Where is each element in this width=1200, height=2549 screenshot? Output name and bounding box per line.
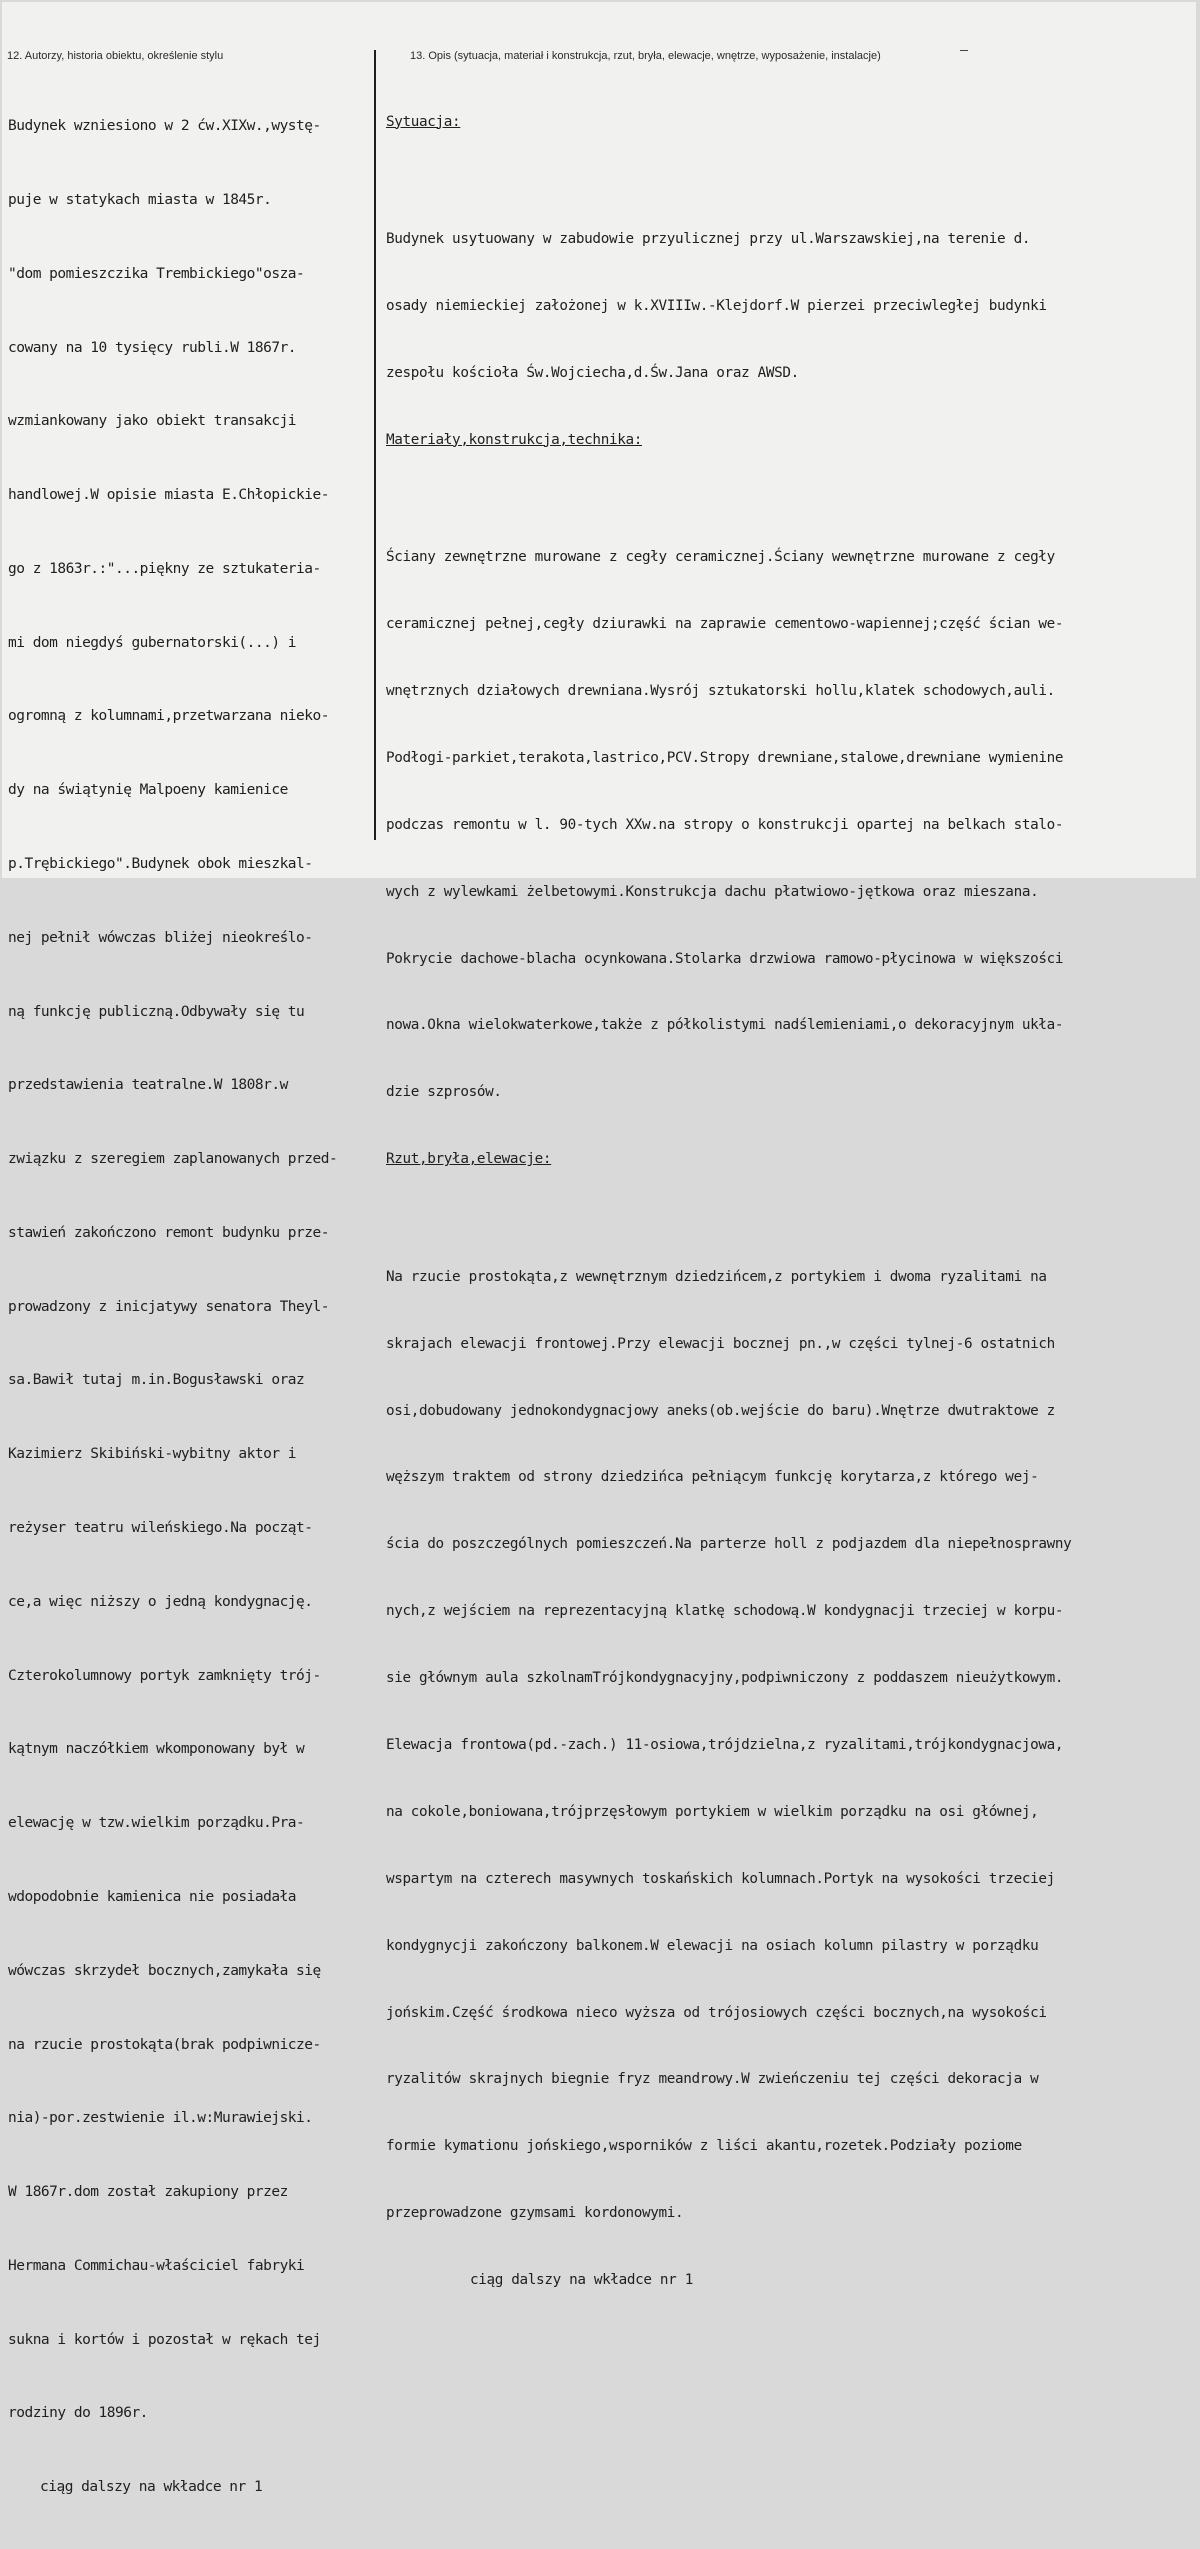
description-line: ścia do poszczególnych pomieszczeń.Na parterze holl z podjazdem dla niepełnosprawny [386,1536,1072,1553]
history-line: reżyser teatru wileńskiego.Na począt- [8,1520,313,1537]
description-line: nych,z wejściem na reprezentacyjną klatkę schodową.W kondygnacji trzeciej w korpu- [386,1603,1064,1620]
history-line: związku z szeregiem zaplanowanych przed- [8,1151,338,1168]
history-line: sa.Bawił tutaj m.in.Bogusławski oraz [8,1372,305,1389]
history-line: go z 1863r.:"...piękny ze sztukateria- [8,560,321,577]
history-line: dy na świątynię Malpoeny kamienice [8,782,288,799]
description-line: na cokole,boniowana,trójprzęsłowym portykiem w wielkim porządku na osi głównej, [386,1803,1039,1820]
history-line: wdopodobnie kamienica nie posiadała [8,1888,297,1905]
history-line: p.Trębickiego".Budynek obok mieszkal- [8,856,313,872]
description-line: sie głównym aula szkolnamTrójkondygnacyjny,podpiwniczony z poddaszem nieużytkowym. [386,1670,1064,1687]
history-line: mi dom niegdyś gubernatorski(...) i [8,634,297,651]
description-line: węższym traktem od strony dziedzińca pełniącym funkcję korytarza,z którego wej- [386,1469,1039,1486]
history-line: prowadzony z inicjatywy senatora Theyl- [8,1298,329,1315]
description-line: Pokrycie dachowe-blacha ocynkowana.Stolarka drzwiowa ramowo-płycinowa w większości [386,950,1064,967]
section-12-header: 12. Autorzy, historia obiektu, określenie stylu [7,50,224,62]
description-line: kondygnycji zakończony balkonem.W elewacji na osiach kolumn pilastry w porządku [386,1937,1039,1954]
description-line: formie kymationu jońskiego,wsporników z liści akantu,rozetek.Podziały poziome [386,2138,1022,2155]
section-13-header: 13. Opis (sytuacja, materiał i konstrukcja, rzut, bryła, elewacje, wnętrze, wyposażenie, instalacje) [410,50,881,62]
history-line: ogromną z kolumnami,przetwarzana nieko- [8,708,329,725]
history-line: handlowej.W opisie miasta E.Chłopickie- [8,487,329,504]
description-line: osi,dobudowany jednokondygnacjowy aneks(ob.wejście do baru).Wnętrze dwutraktowe z [386,1402,1055,1419]
description-line: podczas remontu w l. 90-tych XXw.na stropy o konstrukcji opartej na belkach stalo- [386,816,1064,833]
history-line: "dom pomieszczika Trembickiego"osza- [8,265,305,282]
history-line: nia)-por.zestwienie il.w:Murawiejski. [8,2110,313,2127]
history-line: W 1867r.dom został zakupiony przez [8,2184,288,2201]
description-continuation-note: ciąg dalszy na wkładce nr 1 [470,2272,693,2289]
description-line: wspartym na czterech masywnych toskańskich kolumnach.Portyk na wysokości trzeciej [386,1870,1055,1887]
description-line: Budynek usytuowany w zabudowie przyulicznej przy ul.Warszawskiej,na terenie d. [386,231,1031,248]
description-line: Ściany zewnętrzne murowane z cegły ceramicznej.Ściany wewnętrzne murowane z cegły [386,549,1055,566]
description-line: ceramicznej pełnej,cegły dziurawki na zaprawie cementowo-wapiennej;część ścian we- [386,616,1064,633]
history-continuation-note: ciąg dalszy na wkładce nr 1 [40,2479,263,2496]
description-line: Podłogi-parkiet,terakota,lastrico,PCV.Stropy drewniane,stalowe,drewniane wymienine [386,749,1064,766]
column-divider [374,50,376,840]
section-heading-plan-elevations: Rzut,bryła,elewacje: [386,1151,552,1168]
description-line: wnętrznych działowych drewniana.Wysrój sztukatorski hollu,klatek schodowych,auli. [386,683,1055,700]
history-line: rodziny do 1896r. [8,2405,148,2422]
section-heading-situation: Sytuacja: [386,113,461,130]
history-line: nej pełnił wówczas bliżej nieokreślo- [8,929,313,946]
description-line: jońskim.Część środkowa nieco wyższa od trójosiowych części bocznych,na wysokości [386,2004,1047,2021]
section-heading-materials: Materiały,konstrukcja,technika: [386,431,642,448]
description-line: Elewacja frontowa(pd.-zach.) 11-osiowa,trójdzielna,z ryzalitami,trójkondygnacjowa, [386,1736,1064,1753]
history-line: Hermana Commichau-właściciel fabryki [8,2257,305,2274]
document-sheet [2,2,1196,2496]
history-line: ce,a więc niższy o jedną kondygnację. [8,1593,313,1610]
description-line: dzie szprosów. [386,1084,502,1101]
description-line: Na rzucie prostokąta,z wewnętrznym dziedzińcem,z portykiem i dwoma ryzalitami na [386,1268,1047,1285]
description-line: zespołu kościoła Św.Wojciecha,d.Św.Jana oraz AWSD. [386,364,799,381]
history-line: puje w statykach miasta w 1845r. [8,191,272,208]
header-dash [960,50,968,51]
history-line: sukna i kortów i pozostał w rękach tej [8,2331,321,2348]
history-line: Kazimierz Skibiński-wybitny aktor i [8,1446,297,1463]
description-line: osady niemieckiej założonej w k.XVIIIw.-Klejdorf.W pierzei przeciwległej budynki [386,297,1047,314]
description-line: wych z wylewkami żelbetowymi.Konstrukcja dachu płatwiowo-jętkowa oraz mieszana. [386,883,1039,900]
description-column [386,66,1198,2336]
history-line: kątnym naczółkiem wkomponowany był w [8,1741,305,1758]
description-line: skrajach elewacji frontowej.Przy elewacji bocznej pn.,w części tylnej-6 ostatnich [386,1335,1055,1352]
history-line: Czterokolumnowy portyk zamknięty trój- [8,1667,321,1684]
history-line: cowany na 10 tysięcy rubli.W 1867r. [8,339,297,356]
history-line: elewację w tzw.wielkim porządku.Pra- [8,1815,305,1832]
history-line: ną funkcję publiczną.Odbywały się tu [8,1003,305,1020]
history-column [8,65,374,2549]
history-line: wówczas skrzydeł bocznych,zamykała się [8,1962,321,1979]
description-line: nowa.Okna wielokwaterkowe,także z półkolistymi nadślemieniami,o dekoracyjnym ukła- [386,1017,1064,1034]
description-line: przeprowadzone gzymsami kordonowymi. [386,2205,684,2222]
history-line: Budynek wzniesiono w 2 ćw.XIXw.,wystę- [8,118,321,135]
history-line: wzmiankowany jako obiekt transakcji [8,413,297,430]
description-line: ryzalitów skrajnych biegnie fryz meandrowy.W zwieńczeniu tej części dekoracja w [386,2071,1039,2088]
history-line: stawień zakończono remont budynku prze- [8,1224,329,1241]
history-line: na rzucie prostokąta(brak podpiwnicze- [8,2036,321,2053]
history-line: przedstawienia teatralne.W 1808r.w [8,1077,288,1094]
